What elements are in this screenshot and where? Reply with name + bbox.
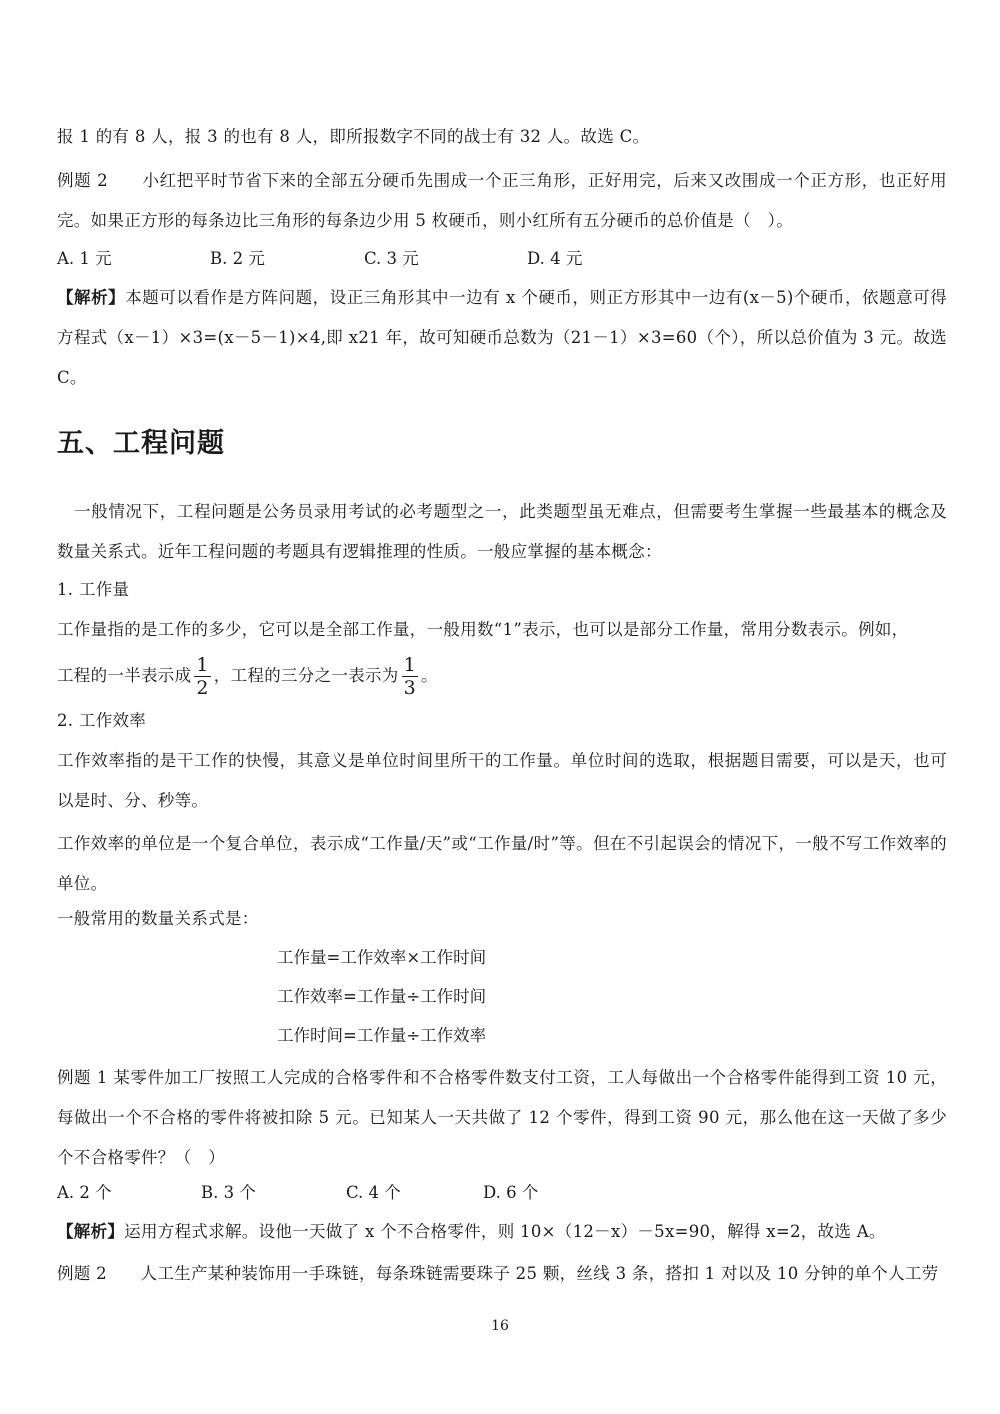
- fraction-one-third: [402, 654, 418, 699]
- analysis-tag: 【解析】: [57, 288, 126, 307]
- option-b: B. 3 个: [201, 1183, 256, 1202]
- fraction-text-b: ，工程的三分之一表示为: [213, 666, 399, 685]
- option-a: A. 1 元: [57, 249, 112, 268]
- formula-work-efficiency: 工作效率=工作量÷工作时间: [277, 987, 487, 1006]
- section-heading: 五、工程问题: [57, 428, 225, 459]
- subheading-work-amount: 1. 工作量: [57, 580, 130, 599]
- paragraph-fraction-examples: [57, 652, 438, 700]
- fraction-denominator: 3: [403, 677, 416, 699]
- option-d: D. 6 个: [483, 1183, 539, 1202]
- option-d: D. 4 元: [527, 249, 583, 268]
- paragraph-example-2-analysis: [57, 278, 947, 398]
- paragraph-work-amount-definition: 工作量指的是工作的多少，它可以是全部工作量，一般用数“1”表示，也可以是部分工作量，常用分数表示。例如，: [57, 620, 909, 639]
- paragraph-example-1-analysis: [57, 1220, 886, 1244]
- fraction-one-half: [194, 654, 210, 699]
- analysis-text: 本题可以看作是方阵问题，设正三角形其中一边有 x 个硬币，则正方形其中一边有(x－5)个硬币，依题意可得方程式（x－1）×3=(x－5－1)×4,即 x21 年，故可知硬币总数为（21－1）×3=60（个），所以总价值为 3 元。故选 C。: [57, 288, 948, 387]
- fraction-text-c: 。: [421, 666, 438, 685]
- analysis-tag: 【解析】: [57, 1222, 125, 1241]
- formula-work-time: 工作时间=工作量÷工作效率: [277, 1026, 487, 1045]
- fraction-numerator: 1: [403, 654, 416, 676]
- option-c: C. 4 个: [346, 1183, 401, 1202]
- fraction-denominator: 2: [196, 677, 209, 699]
- option-c: C. 3 元: [364, 249, 419, 268]
- formula-work-amount: 工作量=工作效率×工作时间: [277, 948, 487, 967]
- paragraph-example-2-question: 例题 2 小红把平时节省下来的全部五分硬币先围成一个正三角形，正好用完，后来又改围成一个正方形，也正好用完。如果正方形的每条边比三角形的每条边少用 5 枚硬币，则小红所有五分硬币的总价值是（ ）。: [57, 171, 947, 230]
- option-a: A. 2 个: [57, 1183, 112, 1202]
- paragraph-relations-intro: 一般常用的数量关系式是：: [57, 909, 259, 928]
- paragraph-example-1-question: 例题 1 某零件加工厂按照工人完成的合格零件和不合格零件数支付工资，工人每做出一个合格零件能得到工资 10 元，每做出一个不合格的零件将被扣除 5 元。已知某人一天共做了 12 个零件，得到工资 90 元，那么他在这一天做了多少个不合格零件？（ ）: [57, 1068, 947, 1167]
- paragraph-answer-continuation: 报 1 的有 8 人，报 3 的也有 8 人，即所报数字不同的战士有 32 人。故选 C。: [57, 127, 650, 146]
- subheading-work-efficiency: 2. 工作效率: [57, 711, 147, 730]
- fraction-text-a: 工程的一半表示成: [57, 666, 192, 685]
- paragraph-example-2-beads: 例题 2 人工生产某种装饰用一手珠链，每条珠链需要珠子 25 颗，丝线 3 条，搭扣 1 对以及 10 分钟的单个人工劳: [57, 1264, 939, 1283]
- option-b: B. 2 元: [210, 249, 265, 268]
- paragraph-efficiency-unit: 工作效率的单位是一个复合单位，表示成“工作量/天”或“工作量/时”等。但在不引起误会的情况下，一般不写工作效率的单位。: [57, 834, 947, 893]
- fraction-numerator: 1: [196, 654, 209, 676]
- paragraph-intro: 一般情况下，工程问题是公务员录用考试的必考题型之一，此类题型虽无难点，但需要考生掌握一些最基本的概念及数量关系式。近年工程问题的考题具有逻辑推理的性质。一般应掌握的基本概念：: [57, 502, 947, 561]
- paragraph-efficiency-definition: 工作效率指的是干工作的快慢，其意义是单位时间里所干的工作量。单位时间的选取，根据题目需要，可以是天，也可以是时、分、秒等。: [57, 751, 947, 810]
- analysis-text: 运用方程式求解。设他一天做了 x 个不合格零件，则 10×（12－x）－5x=90，解得 x=2，故选 A。: [124, 1222, 886, 1241]
- page-number: 16: [491, 1318, 509, 1334]
